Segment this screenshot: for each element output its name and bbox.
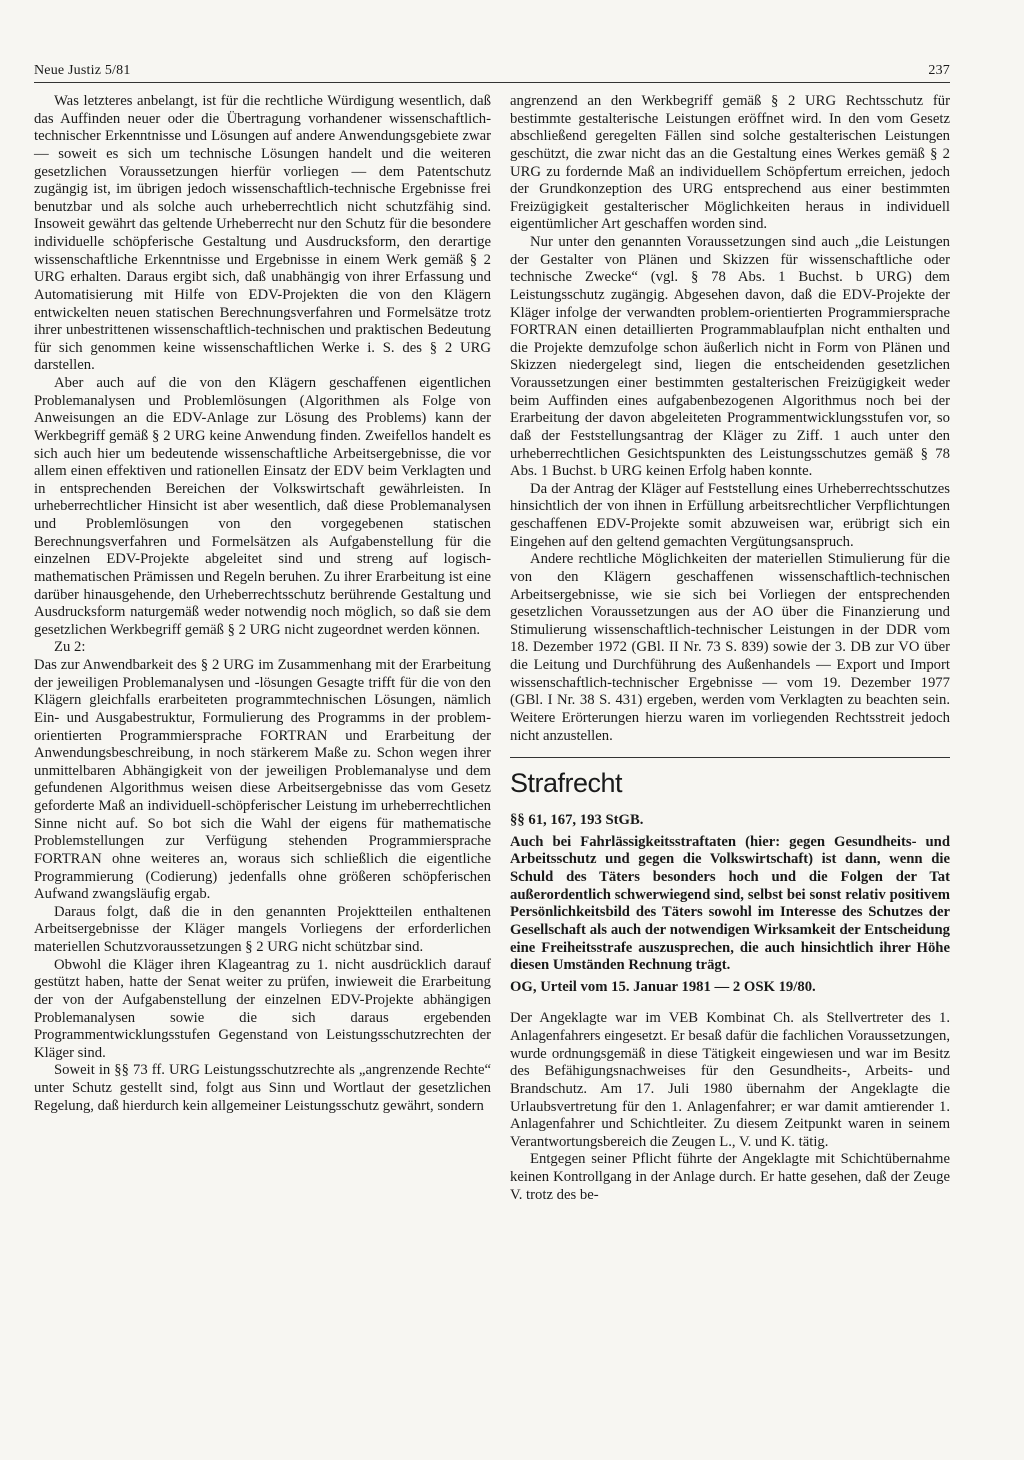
paragraph: Andere rechtliche Möglichkeiten der materiellen Stimulierung für die von den Klägern geschaffenen wissenschaftlich-technischen Arbeitsergebnisse, wie sie sich bei Vorliegen der entsprechenden gesetzlichen Voraussetzungen aus der AO über die Finanzierung und Stimulierung wissenschaftlich-technischer Leistungen in der DDR vom 18. Dezember 1972 (GBl. II Nr. 73 S. 839) sowie der 3. DB zur VO über die Leitung und Durchführung des Außenhandels — Export und Import wissenschaftlich-technischer Ergebnisse — vom 19. Dezember 1977 (GBl. I Nr. 38 S. 431) ergeben, werden vom Verklagten zu beachten sein. Weitere Erörterungen hierzu waren im vorliegenden Rechtsstreit jedoch nicht anzustellen. [510,551,950,744]
page-header [34,60,950,83]
paragraph: Aber auch auf die von den Klägern geschaffenen eigentlichen Problemanalysen und Problemlösungen (Algorithmen als Folge von Anweisungen an die EDV-Anlage zur Lösung des Problems) kann der Werkbegriff gemäß § 2 URG keine Anwendung finden. Zweifellos handelt es sich auch hier um bedeutende wissenschaftliche Arbeitsergebnisse, die vor allem einen effektiven und rationellen Einsatz der EDV beim Verklagten und in entsprechenden Bereichen der Volkswirtschaft gewährleisten. In urheberrechtlicher Hinsicht ist aber wesentlich, daß diese Problemanalysen und Problemlösungen von den vorgegebenen statischen Berechnungsverfahren und Formelsätzen als Aufgabenstellung für die einzelnen EDV-Projekte abgeleitet sind und streng auf logisch-mathematischen Prämissen und Regeln beruhen. Zu ihrer Erarbeitung ist eine darüber hinausgehende, den Urheberrechtsschutz berührende Gestaltung und Ausdrucksform naturgemäß weder notwendig noch möglich, so daß sie dem gesetzlichen Werkbegriff gemäß § 2 URG nicht zugeordnet werden können. [34,375,491,638]
paragraph: Entgegen seiner Pflicht führte der Angeklagte mit Schichtübernahme keinen Kontrollgang in der Anlage durch. Er hatte gesehen, daß der Zeuge V. trotz des be- [510,1151,950,1203]
paragraph: Nur unter den genannten Voraussetzungen sind auch „die Leistungen der Gestalter von Plänen und Skizzen für wissenschaftliche oder technische Zwecke“ (vgl. § 78 Abs. 1 Buchst. b URG) dem Leistungsschutz zugängig. Abgesehen davon, daß die EDV-Projekte der Kläger infolge der verwandten problem-orientierten Programmiersprache FORTRAN einen detaillierten Programmablaufplan nicht enthalten und die Projekte demzufolge schon äußerlich nicht in Form von Plänen und Skizzen niedergelegt sind, liegen die entscheidenden gesetzlichen Voraussetzungen einer bestimmten gestalterischen Freizügigkeit weder beim Auffinden eines aufgabenbezogenen Algorithmus noch bei der Erarbeitung der davon abgeleiteten Programmentwicklungsstufen vor, so daß der Feststellungsantrag der Kläger zu Ziff. 1 auch unter den urheberrechtlichen Gesichtspunkten des Leistungsschutzes gemäß § 78 Abs. 1 Buchst. b URG keinen Erfolg haben konnte. [510,234,950,480]
statute-reference: §§ 61, 167, 193 StGB. [510,812,644,829]
journal-issue: Neue Justiz 5/81 [34,63,131,78]
page-number: 237 [928,63,950,78]
court-citation: OG, Urteil vom 15. Januar 1981 — 2 OSK 19/80. [510,978,816,995]
paragraph: Das zur Anwendbarkeit des § 2 URG im Zusammenhang mit der Erarbeitung der jeweiligen Problemanalysen und -lösungen Gesagte trifft für die von den Klägern gleichfalls erarbeiteten programmtechnischen Lösungen, nämlich Ein- und Ausgabestruktur, Formulierung des Programms in der problem-orientierten Programmiersprache FORTRAN und Erarbeitung der Anwendungsbeschreibung, in noch stärkerem Maße zu. Schon wegen ihrer unmittelbaren Abhängigkeit von der jeweiligen Problemanalyse und dem gefundenen Algorithmus weisen diese Arbeitsergebnisse das vom Gesetz geforderte Maß an individuell-schöpferischer Leistung im urheberrechtlichen Sinne nicht auf. So bot sich die Wahl der eigens für mathematische Problemstellungen zur Verfügung stehenden Programmiersprache FORTRAN ohne weiteres an, woraus sich schließlich die eigentliche Programmierung (Codierung) jedenfalls ohne größeren schöpferischen Aufwand zwangsläufig ergab. [34,657,491,903]
paragraph: Was letzteres anbelangt, ist für die rechtliche Würdigung wesentlich, daß das Auffinden neuer oder die Übertragung vorhandener wissenschaftlich-technischer Erkenntnisse und Lösungen auf andere Anwendungsgebiete zwar — soweit es sich um technische Lösungen handelt und die weiteren gesetzlichen Voraussetzungen hierfür vorliegen — dem Patentschutz zugängig ist, im übrigen jedoch wissenschaftlich-technische Ergebnisse frei benutzbar und als solche auch urheberrechtlich nicht schutzfähig sind. Insoweit gewährt das geltende Urheberrecht nur den Schutz für die besondere individuelle schöpferische Gestaltung und Ausdrucksform, den derartige wissenschaftliche Erkenntnisse und Ergebnisse in einem Werk gemäß § 2 URG erhalten. Daraus ergibt sich, daß unabhängig von ihrer Erfassung und Automatisierung mit Hilfe von EDV-Projekten die von den Klägern entwickelten neuen statischen Berechnungsverfahren und Formelsätze trotz ihrer unbestrittenen wissenschaftlich-technischen und praktischen Bedeutung für sich genommen keine wissenschaftlichen Werke i. S. des § 2 URG darstellen. [34,93,491,374]
headnote: Auch bei Fahrlässigkeitsstraftaten (hier: gegen Gesundheits- und Arbeitsschutz und gegen die Volkswirtschaft) ist dann, wenn die Schuld des Täters besonders hoch und die Folgen der Tat außerordentlich schwerwiegend sind, selbst bei sonst relativ positivem Persönlichkeitsbild des Täters sowohl im Interesse des Schutzes der Gesellschaft als auch der notwendigen Wirksamkeit der Entscheidung eine Freiheitsstrafe auszusprechen, die auch hinsichtlich ihrer Höhe diesen Umständen Rechnung trägt. [510,833,950,974]
right-column [510,93,950,1204]
paragraph: Daraus folgt, daß die in den genannten Projektteilen enthaltenen Arbeitsergebnisse der Kläger mangels Vorliegens der erforderlichen materiellen Schutzvoraussetzungen § 2 URG nicht schützbar sind. [34,903,491,955]
section-title: Strafrecht [510,768,623,799]
paragraph: Obwohl die Kläger ihren Klageantrag zu 1. nicht ausdrücklich darauf gestützt haben, hatte der Senat weiter zu prüfen, inwieweit die Erarbeitung der von der Aufgabenstellung der einzelnen EDV-Projekte abhängigen Problemanalysen sowie die sich daraus ergebenden Programmentwicklungsstufen Gegenstand von Leistungsschutzrechten der Kläger sind. [34,956,491,1061]
paragraph: Soweit in §§ 73 ff. URG Leistungsschutzrechte als „angrenzende Rechte“ unter Schutz gestellt sind, folgt aus Sinn und Wortlaut der gesetzlichen Regelung, daß hierdurch kein allgemeiner Leistungsschutz gewährt, sondern [34,1062,491,1114]
section-divider [510,757,950,758]
paragraph: angrenzend an den Werkbegriff gemäß § 2 URG Rechtsschutz für bestimmte gestalterische Leistungen eröffnet wird. In den vom Gesetz abschließend geregelten Fällen sind solche gestalterischen Leistungen geschützt, die zwar nicht das an die Gestaltung eines Werkes gemäß § 2 URG zu fordernde Maß an individuellem Schöpfertum erreichen, jedoch der Grundkonzeption des URG entsprechend aus einer bestimmten Freizügigkeit gestalterischer Möglichkeiten heraus in individuell eigentümlicher Art geschaffen worden sind. [510,93,950,233]
paragraph: Der Angeklagte war im VEB Kombinat Ch. als Stellvertreter des 1. Anlagenfahrers eingesetzt. Er besaß dafür die fachlichen Voraussetzungen, wurde ordnungsgemäß in diese Tätigkeit eingewiesen und war im Besitz des Befähigungsnachweises für den Gesundheits-, Arbeits- und Brandschutz. Am 17. Juli 1980 übernahm der Angeklagte die Urlaubsvertretung für den 1. Anlagenfahrer; er war damit amtierender 1. Anlagenfahrer und Schichtleiter. Zu diesem Zeitpunkt waren in seinem Verantwortungsbereich die Zeugen L., V. und K. tätig. [510,1010,950,1150]
left-column [34,93,491,1115]
paragraph: Da der Antrag der Kläger auf Feststellung eines Urheberrechtsschutzes hinsichtlich der von ihnen in Erfüllung arbeitsrechtlicher Verpflichtungen geschaffenen EDV-Projekte somit abzuweisen war, erübrigt sich ein Eingehen auf den geltend gemachten Vergütungsanspruch. [510,480,950,550]
subheading-zu-2: Zu 2: [54,639,86,656]
